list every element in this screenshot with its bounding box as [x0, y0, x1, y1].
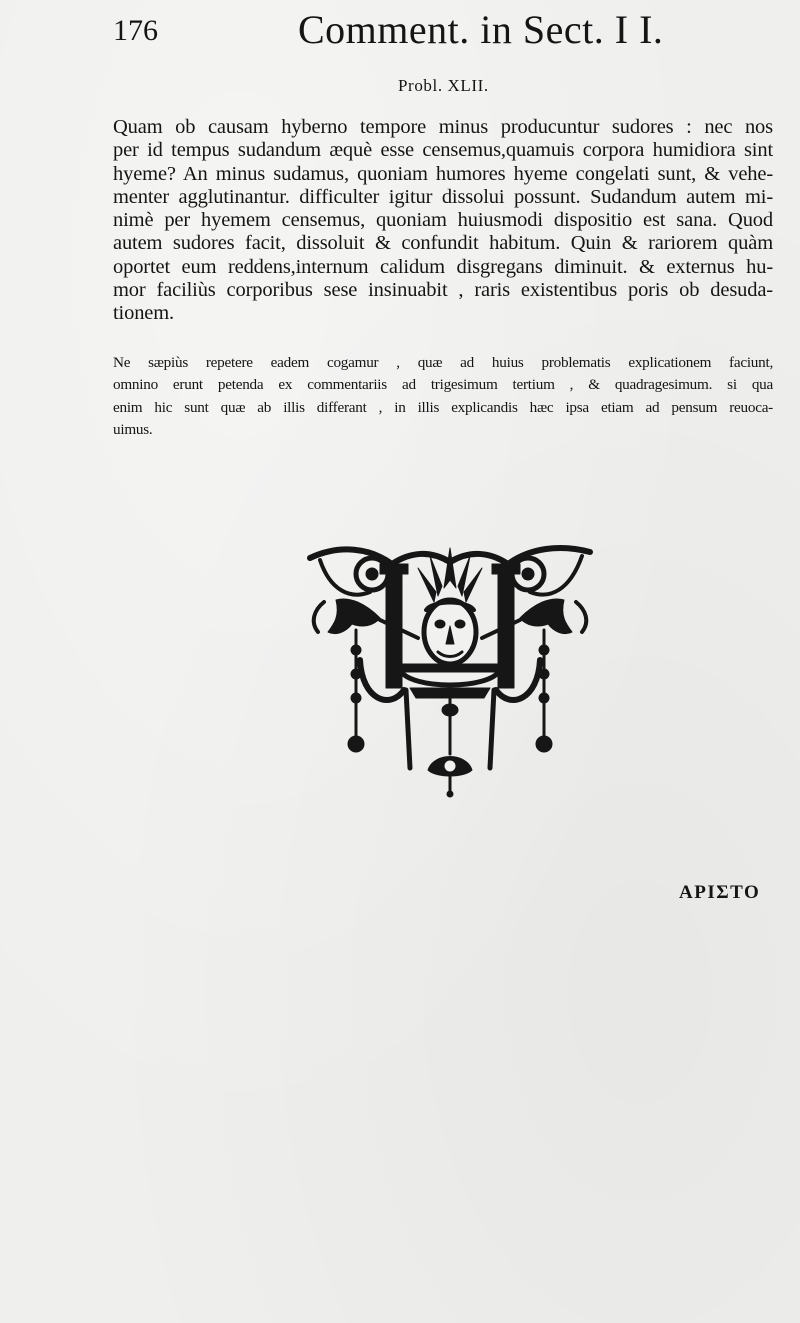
running-head: Comment. in Sect. I I.: [298, 7, 664, 52]
problem-line: hyeme? An minus sudamus, quoniam humores hyeme congelati sunt, & vehe-: [113, 162, 773, 185]
problem-text: [113, 116, 773, 326]
problem-line: per id tempus sudandum æquè esse censemus,quamuis corpora humidiora sint: [113, 139, 773, 162]
catchword: ΑΡΙΣΤΟ: [679, 882, 761, 903]
commentary-line: Ne sæpiùs repetere eadem cogamur , quæ ad huius problematis explicationem faciunt,: [113, 354, 773, 371]
problem-line: autem sudores facit, dissoluit & confundit habitum. Quin & rariorem quàm: [113, 232, 773, 255]
problem-line: tionem.: [113, 302, 175, 325]
problem-line: mor faciliùs corporibus sese insinuabit , raris existentibus poris ob desuda-: [113, 279, 773, 302]
commentary-line: enim hic sunt quæ ab illis differant , in illis explicandis hæc ipsa etiam ad pensum reuoca-: [113, 398, 773, 416]
problem-line: nimè per hyemem censemus, quoniam huiusmodi dispositio est sana. Quod: [113, 209, 773, 232]
commentary-text: [113, 352, 773, 441]
commentary-line: omnino erunt petenda ex commentariis ad trigesimum tertium , & quadragesimum. si qua: [113, 376, 773, 394]
problem-line: oportet eum reddens,internum calidum disgregans diminuit. & externus hu-: [113, 255, 773, 278]
problem-heading: Probl. XLII.: [398, 76, 489, 95]
tailpiece-ornament-icon: [300, 540, 600, 800]
page-number: 176: [113, 14, 158, 47]
problem-line: Quam ob causam hyberno tempore minus producuntur sudores : nec nos: [113, 116, 773, 138]
problem-line: menter agglutinantur. difficulter igitur dissolui possunt. Sudandum autem mi-: [113, 185, 773, 208]
commentary-line: uimus.: [113, 420, 153, 438]
